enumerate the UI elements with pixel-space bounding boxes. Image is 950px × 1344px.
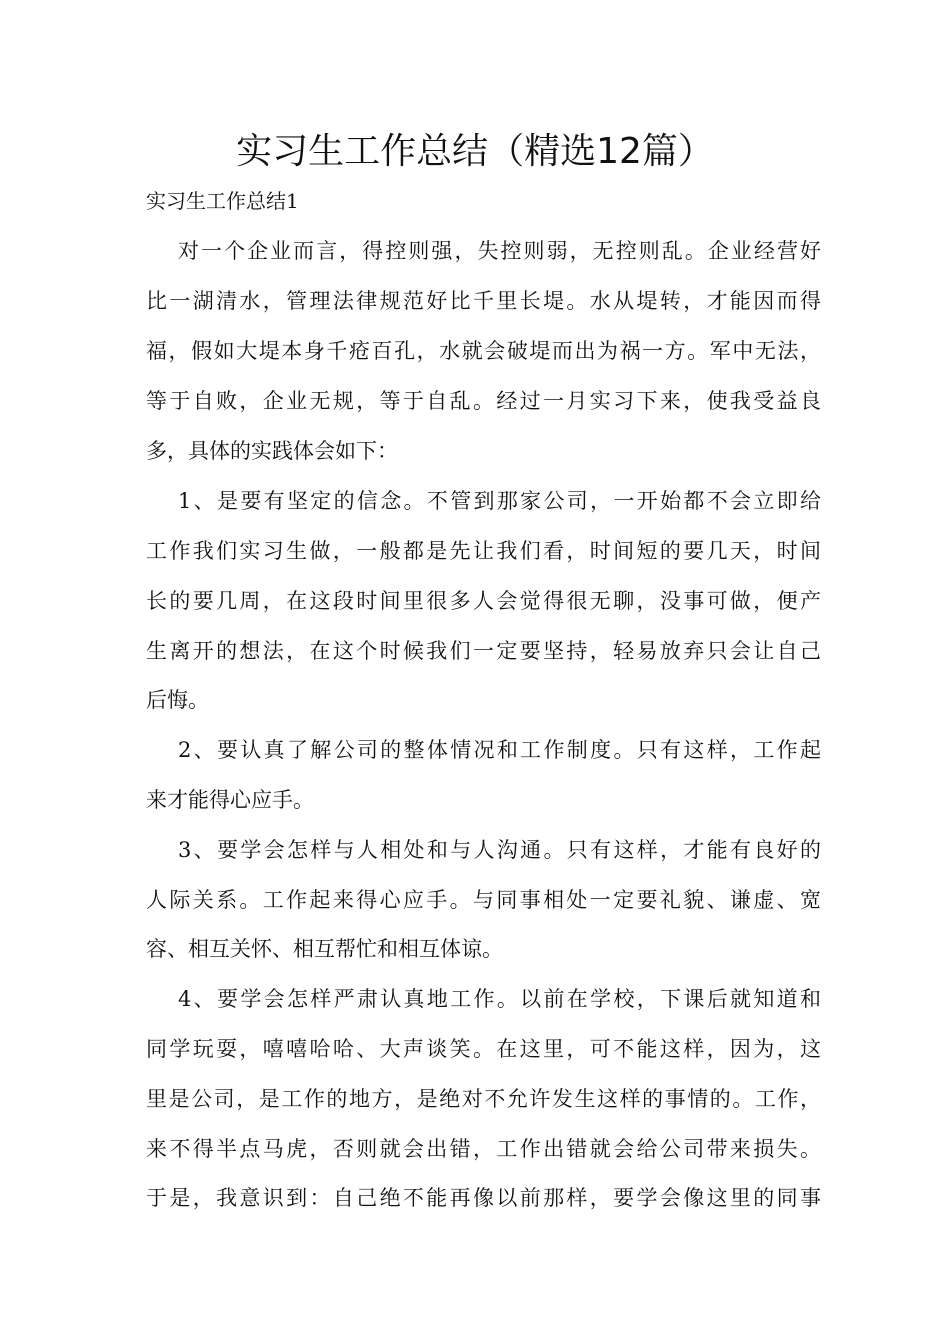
text-line: 比一湖清水，管理法律规范好比千里长堤。水从堤转，才能因而得 bbox=[146, 289, 821, 313]
text-line: 多，具体的实践体会如下： bbox=[146, 439, 398, 463]
text-line: 2、要认真了解公司的整体情况和工作制度。只有这样，工作起 bbox=[178, 738, 821, 762]
text-line: 等于自败，企业无规，等于自乱。经过一月实习下来，使我受益良 bbox=[146, 389, 821, 413]
text-line: 福，假如大堤本身千疮百孔，水就会破堤而出为祸一方。军中无法， bbox=[146, 339, 821, 363]
text-line: 长的要几周，在这段时间里很多人会觉得很无聊，没事可做，便产 bbox=[146, 589, 821, 613]
document-title: 实习生工作总结（精选12篇） bbox=[236, 131, 714, 172]
text-line: 来不得半点马虎，否则就会出错，工作出错就会给公司带来损失。 bbox=[146, 1137, 821, 1161]
text-line: 工作我们实习生做，一般都是先让我们看，时间短的要几天，时间 bbox=[146, 539, 821, 563]
text-line: 于是，我意识到：自己绝不能再像以前那样，要学会像这里的同事 bbox=[146, 1186, 821, 1210]
text-line: 人际关系。工作起来得心应手。与同事相处一定要礼貌、谦虚、宽 bbox=[146, 888, 821, 912]
text-line: 4、要学会怎样严肃认真地工作。以前在学校，下课后就知道和 bbox=[178, 987, 821, 1011]
text-line: 里是公司，是工作的地方，是绝对不允许发生这样的事情的。工作， bbox=[146, 1087, 821, 1111]
text-line: 同学玩耍，嘻嘻哈哈、大声谈笑。在这里，可不能这样，因为，这 bbox=[146, 1037, 821, 1061]
text-line: 对一个企业而言，得控则强，失控则弱，无控则乱。企业经营好 bbox=[178, 239, 821, 263]
section-heading: 实习生工作总结1 bbox=[146, 189, 299, 213]
text-line: 后悔。 bbox=[146, 688, 209, 712]
text-line: 容、相互关怀、相互帮忙和相互体谅。 bbox=[146, 937, 503, 961]
text-line: 来才能得心应手。 bbox=[146, 788, 314, 812]
text-line: 3、要学会怎样与人相处和与人沟通。只有这样，才能有良好的 bbox=[178, 838, 821, 862]
text-line: 生离开的想法，在这个时候我们一定要坚持，轻易放弃只会让自己 bbox=[146, 639, 821, 663]
text-line: 1、是要有坚定的信念。不管到那家公司，一开始都不会立即给 bbox=[178, 489, 821, 513]
